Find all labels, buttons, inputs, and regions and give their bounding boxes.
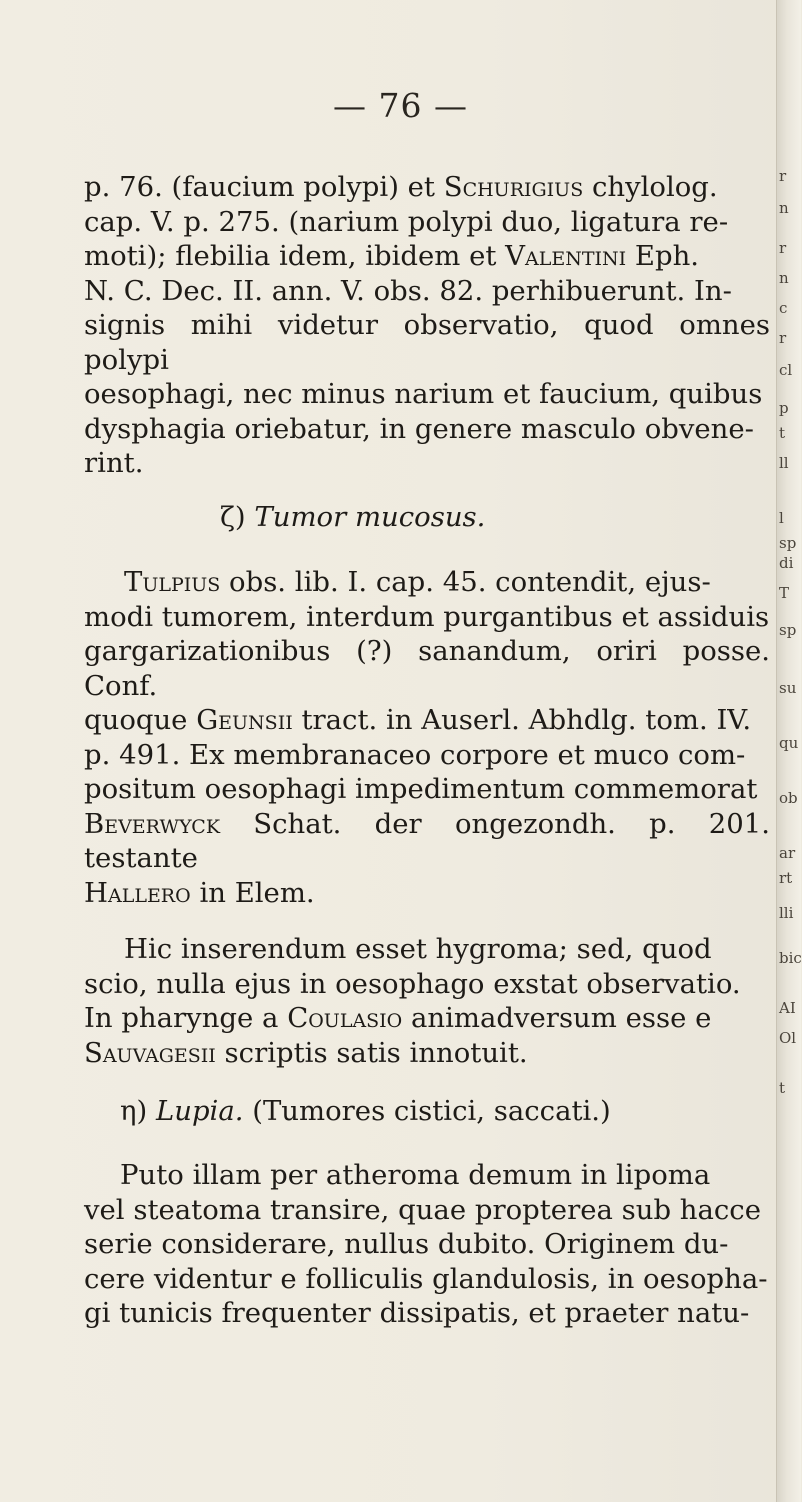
bleed-fragment: t — [779, 1079, 786, 1097]
bleed-fragment: qu — [779, 734, 799, 752]
section-heading-lupia — [120, 1094, 611, 1129]
bleed-fragment: r — [779, 329, 787, 347]
bleed-fragment: t — [779, 424, 786, 442]
section-heading-tumor-mucosus — [220, 500, 485, 535]
section-marker: ζ) — [220, 501, 246, 533]
bleed-fragment: n — [779, 269, 789, 287]
text-line: Tulpius obs. lib. I. cap. 45. contendit, ejus- — [124, 566, 711, 598]
paragraph-1 — [84, 170, 770, 481]
text-line: dysphagia oriebatur, in genere masculo obvene- — [84, 412, 754, 445]
paragraph-2 — [84, 565, 770, 910]
bleed-fragment: Ol — [779, 1029, 797, 1047]
bleed-fragment: ll — [779, 454, 789, 472]
text-line: p. 491. Ex membranaceo corpore et muco com- — [84, 738, 746, 771]
text-line: N. C. Dec. II. ann. V. obs. 82. perhibuerunt. In- — [84, 274, 732, 307]
text-line: Hic inserendum esset hygroma; sed, quod — [124, 933, 712, 965]
paragraph-4 — [84, 1158, 770, 1331]
bleed-fragment: rt — [779, 869, 793, 887]
text-line: p. 76. (faucium polypi) et Schurigius chylolog. — [84, 171, 718, 203]
bleed-fragment: l — [779, 509, 784, 527]
text-line: Puto illam per atheroma demum in lipoma — [120, 1159, 711, 1191]
bleed-fragment: n — [779, 199, 789, 217]
page-number: — 76 — — [333, 86, 468, 125]
text-line: cap. V. p. 275. (narium polypi duo, ligatura re- — [84, 205, 729, 238]
bleed-fragment: su — [779, 679, 797, 697]
bleed-fragment: sp — [779, 534, 797, 552]
bleed-fragment: r — [779, 167, 787, 185]
section-title: Tumor mucosus. — [254, 501, 486, 533]
text-line: quoque Geunsii tract. in Auserl. Abhdlg. tom. IV. — [84, 704, 752, 736]
paragraph-3 — [84, 932, 770, 1070]
bleed-fragment: T — [779, 584, 790, 602]
text-line: gargarizationibus (?) sanandum, oriri posse. Conf. — [84, 635, 770, 702]
text-line: Beverwyck Schat. der ongezondh. p. 201. testante — [84, 807, 770, 874]
bleed-fragment: cl — [779, 361, 793, 379]
text-line: Hallero in Elem. — [84, 876, 315, 909]
bleed-fragment: ob — [779, 789, 798, 807]
text-line: positum oesophagi impedimentum commemorat — [84, 773, 758, 805]
section-note: (Tumores cistici, saccati.) — [252, 1095, 611, 1127]
bleed-fragment: sp — [779, 621, 797, 639]
text-line: Sauvagesii scriptis satis innotuit. — [84, 1036, 528, 1069]
bleed-fragment: r — [779, 239, 787, 257]
text-line: modi tumorem, interdum purgantibus et assiduis — [84, 600, 770, 633]
section-marker: η) — [120, 1095, 148, 1127]
text-line: cere videntur e folliculis glandulosis, in oesopha- — [84, 1262, 768, 1295]
bleed-fragment: AI — [779, 999, 796, 1017]
section-title: Lupia. — [155, 1095, 244, 1127]
text-line: oesophagi, nec minus narium et faucium, quibus — [84, 378, 763, 410]
text-line: vel steatoma transire, quae propterea sub hacce — [84, 1193, 761, 1226]
bleed-fragment: p — [779, 399, 789, 417]
bleed-fragment: lli — [779, 904, 794, 922]
text-line: rint. — [84, 447, 144, 479]
text-line: gi tunicis frequenter dissipatis, et praeter natu- — [84, 1297, 750, 1329]
text-line: signis mihi videtur observatio, quod omnes polypi — [84, 309, 770, 376]
bleed-fragment: c — [779, 299, 788, 317]
text-line: moti); flebilia idem, ibidem et Valentini Eph. — [84, 240, 700, 272]
text-line: scio, nulla ejus in oesophago exstat observatio. — [84, 967, 741, 1000]
bleed-fragment: di — [779, 554, 794, 572]
bleed-fragment: ar — [779, 844, 796, 862]
text-line: In pharynge a Coulasio animadversum esse e — [84, 1002, 712, 1034]
bleed-fragment: bic — [779, 949, 802, 967]
text-line: serie considerare, nullus dubito. Originem du- — [84, 1228, 729, 1260]
